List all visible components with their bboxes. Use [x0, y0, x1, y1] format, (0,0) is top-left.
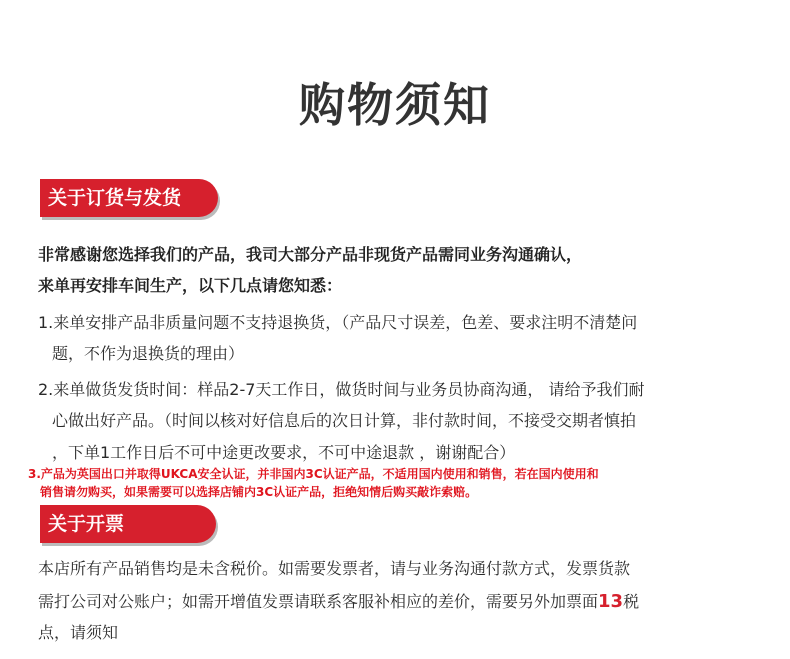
certification-warning-continued: 销售请勿购买，如果需要可以选择店铺内3C认证产品，拒绝知情后购买敲诈索赔。 — [40, 485, 478, 499]
intro-text-line: 来单再安排车间生产，以下几点请您知悉： — [38, 276, 343, 295]
tax-point-number: 13 — [598, 591, 624, 612]
invoice-text-line: 本店所有产品销售均是未含税价。如需要发票者，请与业务沟通付款方式，发票货款 — [38, 559, 631, 578]
notice-item-2: 2.来单做货发货时间：样品2-7天工作日，做货时间与业务员协商沟通， 请给予我们耐 — [38, 380, 645, 399]
notice-item-1: 1.来单安排产品非质量问题不支持退换货，（产品尺寸误差，色差、要求注明不清楚问 — [38, 313, 638, 332]
certification-warning: 3.产品为英国出口并取得UKCA安全认证，并非国内3C认证产品，不适用国内使用和销售，若在国内使用和 — [28, 467, 599, 481]
section-heading-order-shipping: 关于订货与发货 — [40, 179, 218, 217]
page-title: 购物须知 — [299, 78, 491, 132]
notice-item-2-continued: ，下单1工作日后不可中途更改要求，不可中途退款 ，谢谢配合） — [52, 443, 516, 462]
invoice-text-segment: 税 — [623, 592, 640, 611]
notice-item-1-continued: 题，不作为退换货的理由） — [52, 344, 245, 363]
invoice-text-line — [38, 589, 639, 615]
intro-text-line: 非常感谢您选择我们的产品，我司大部分产品非现货产品需同业务沟通确认， — [38, 245, 583, 264]
invoice-text-segment: 需打公司对公账户；如需开增值发票请联系客服补相应的差价，需要另外加票面 — [38, 592, 599, 611]
notice-item-2-continued: 心做出好产品。（时间以核对好信息后的次日计算，非付款时间，不接受交期者慎拍 — [52, 411, 637, 430]
invoice-text-line: 点，请须知 — [38, 623, 119, 642]
section-heading-invoice: 关于开票 — [40, 505, 216, 543]
